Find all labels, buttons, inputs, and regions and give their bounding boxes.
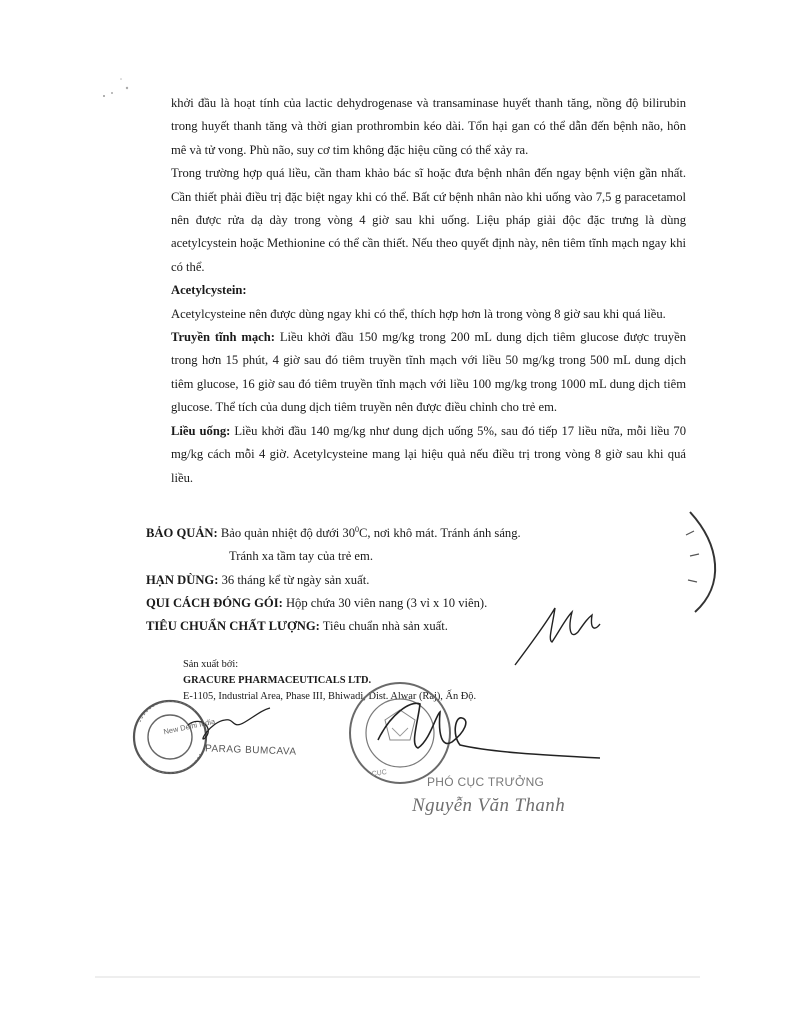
packaging-text: Hộp chứa 30 viên nang (3 vỉ x 10 viên).: [282, 595, 488, 610]
company-stamp: [134, 701, 206, 773]
overdose-paragraph-2: Trong trường hợp quá liều, cần tham khảo bác sĩ hoặc đưa bệnh nhân đến ngay bệnh viện gần nhất. Cần thiết phải điều trị đặc biệt ngay khi có thể. Bất cứ bệnh nhân nào khi uống vào 7,5 g paracetamol nên được rửa dạ dày trong vòng 4 giờ sau khi uống. Liệu pháp giải độc đặc trưng là dùng acetylcystein hoặc Methionine có thể cần thiết. Nếu theo quyết định này, nên tiêm tĩnh mạch ngay khi có thể.: [171, 166, 686, 274]
storage-degree-sup: 0: [355, 525, 360, 534]
signature-scribble: [515, 608, 600, 665]
iv-text: Liều khởi đầu 150 mg/kg trong 200 mL dung dịch tiêm glucose được truyền trong hơn 15 phút, 4 giờ sau đó tiêm truyền tĩnh mạch với liều 50 mg/kg trong 500 mL dung dịch tiêm glucose, 16 giờ sau đó tiêm truyền tĩnh mạch với liều 100 mg/kg trong 1000 mL dung dịch tiêm glucose. Thể tích của dung dịch tiêm truyền nên được điều chỉnh cho trẻ em.: [171, 330, 686, 415]
storage-children-warning: Tránh xa tầm tay của trẻ em.: [229, 549, 373, 564]
scan-speck: [126, 87, 128, 89]
manufacturer-name: GRACURE PHARMACEUTICALS LTD.: [183, 675, 372, 686]
oral-text: Liều khởi đầu 140 mg/kg như dung dịch uống 5%, sau đó tiếp 17 liều nữa, mỗi liều 70 mg/kg cách mỗi 4 giờ. Acetylcysteine mang lại hiệu quả nếu điều trị trong vòng 8 giờ sau khi quá liều.: [171, 423, 687, 485]
scan-speck: [111, 92, 113, 94]
packaging-label: QUI CÁCH ĐÓNG GÓI:: [146, 595, 283, 610]
storage-label: BẢO QUẢN:: [146, 526, 218, 541]
quality-text: Tiêu chuẩn nhà sản xuất.: [319, 619, 448, 633]
overdose-paragraph-1: khởi đầu là hoạt tính của lactic dehydrogenase và transaminase huyết thanh tăng, nồng độ bilirubin trong huyết thanh tăng và thời gian prothrombin kéo dài. Tổn hại gan có thể dẫn đến bệnh não, hôn mê và tử vong. Phù não, suy cơ tim không đặc hiệu cũng có thể xảy ra.: [171, 96, 686, 157]
partial-stamp-tick: [688, 580, 697, 582]
acetylcystein-heading: Acetylcystein:: [171, 283, 247, 298]
scan-speck: [103, 95, 105, 97]
acetylcystein-text: Acetylcysteine nên được dùng ngay khi có thể, thích hợp hơn là trong vòng 8 giờ sau khi quá liều.: [171, 306, 666, 321]
svg-text:CỤC: CỤC: [371, 768, 388, 778]
quality-label: TIÊU CHUẨN CHẤT LƯỢNG:: [146, 619, 320, 633]
oral-label: Liều uống:: [171, 423, 231, 438]
company-stamp-text: New Delhi India: [162, 716, 216, 737]
iv-label: Truyền tĩnh mạch:: [171, 330, 275, 345]
partial-stamp-tick: [690, 554, 699, 556]
partial-stamp-tick: [686, 531, 694, 535]
partial-stamp-arc: [690, 512, 715, 612]
manufacturer-signatory-name: PARAG BUMCAVA: [204, 743, 297, 758]
official-signature: [378, 703, 600, 758]
officer-title: PHÓ CỤC TRƯỞNG: [427, 775, 545, 789]
official-stamp: [350, 683, 450, 783]
storage-text-before: Bảo quản nhiệt độ dưới 30: [217, 526, 356, 541]
expiry-text: 36 tháng kể từ ngày sản xuất.: [218, 572, 370, 587]
storage-text-after: C, nơi khô mát. Tránh ánh sáng.: [359, 526, 521, 541]
expiry-label: HẠN DÙNG:: [146, 572, 219, 587]
manufacturer-address: E-1105, Industrial Area, Phase III, Bhiwadi, Dist. Alwar (Raj), Ấn Độ.: [183, 691, 477, 702]
manufacturer-label: Sản xuất bởi:: [183, 659, 239, 670]
scan-speck: [120, 78, 122, 80]
officer-name: Nguyễn Văn Thanh: [412, 795, 566, 816]
